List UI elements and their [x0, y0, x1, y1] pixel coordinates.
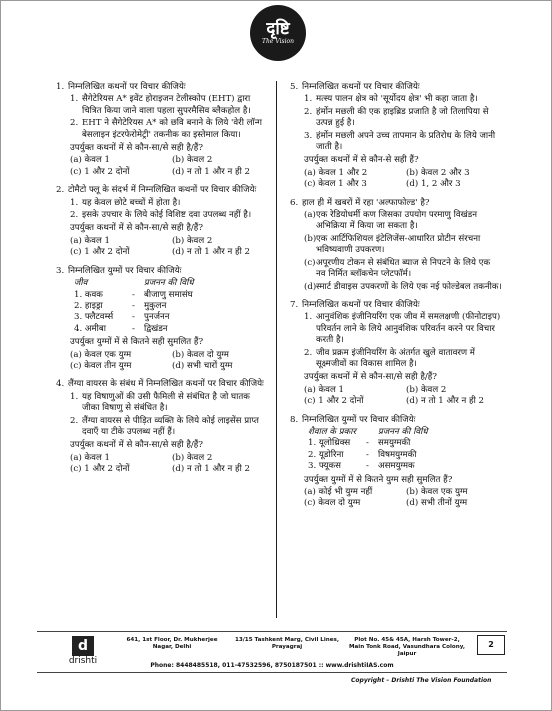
question-text: निम्नलिखित युग्मों पर विचार कीजियेः: [68, 265, 182, 276]
pair-cell: 3. फ्लैटवर्म्स: [74, 312, 114, 323]
statement-number: 2.: [304, 106, 313, 117]
pair-row: [74, 301, 268, 312]
answer-option: (c) 1 और 2 दोनों: [304, 396, 364, 407]
question-number: 1.: [56, 82, 65, 92]
statement: [304, 348, 502, 371]
left-column: [56, 82, 268, 483]
pair-cell: 1. यूलोथ्रिक्स: [308, 438, 351, 449]
statement: [304, 107, 502, 130]
answer-option: (c) केवल दो युग्म: [304, 498, 361, 509]
question-number: 6.: [290, 197, 299, 208]
answer-options: [70, 350, 268, 373]
answer-option: (b) केवल 2: [172, 155, 213, 166]
pair-cell: -: [366, 449, 369, 460]
question: [290, 198, 502, 293]
statement-number: (d): [304, 281, 317, 292]
answer-option: (d) न तो 1 और न ही 2: [172, 247, 251, 258]
page-number: 2: [477, 635, 505, 655]
question: [290, 82, 502, 191]
statement-text: यह केवल छोटे बच्चों में होता है।: [82, 197, 181, 208]
answer-option: (c) केवल तीन युग्म: [70, 360, 132, 371]
pair-row: [308, 461, 502, 472]
question-header: [56, 82, 268, 93]
statement-number: 1.: [304, 312, 313, 323]
pair-cell: -: [366, 461, 369, 472]
pair-header-cell: [366, 427, 378, 438]
statement-number: 2.: [70, 415, 79, 426]
question-header: [290, 415, 502, 426]
answer-option: (a) केवल एक युग्म: [70, 349, 132, 360]
statement-number: (a): [304, 210, 316, 221]
question: [56, 266, 268, 373]
statement-text: अपूरणीय टोकन से संबंधित ब्याज से निपटने के लिये एक नव निर्मित ब्लॉकचेन प्लेटफॉर्म।: [316, 257, 491, 280]
column-divider: [276, 81, 277, 618]
question-prompt: उपर्युक्त कथनों में से कौन-से सही हैं?: [304, 155, 419, 166]
answer-options: [304, 385, 502, 408]
answer-option: (d) न तो 1 और न ही 2: [406, 396, 485, 407]
pair-row: [74, 290, 268, 301]
question-prompt: उपर्युक्त कथनों में से कौन-सा/से सही है/हैं?: [304, 372, 437, 383]
statement: [70, 416, 268, 439]
question-text: निम्नलिखित कथनों पर विचार कीजियेः: [302, 299, 420, 310]
pair-header-cell: प्रजनन की विधि: [144, 278, 194, 289]
pair-header-cell: शैवाल के प्रकार: [308, 426, 356, 437]
pair-table-header: [74, 278, 268, 289]
right-column: [290, 82, 502, 517]
statement-text: हंर्मोन मछली की एक हाइब्रिड प्रजाति है जो तिलापिया से उत्पन्न हुई है।: [316, 106, 489, 129]
question-number: 4.: [56, 379, 65, 390]
statement: [304, 131, 502, 154]
answer-options: [70, 453, 268, 476]
statement-text: यह विषाणुओं की उसी फैमिली से संबंधित है जो घातक जीका विषाणु से संबंधित है।: [82, 391, 250, 414]
question-text: हाल ही में खबरों में रहा 'अल्फाफोल्ड' है?: [302, 197, 430, 208]
question-text: टोमैटो फ्लू के संदर्भ में निम्नलिखित कथनों पर विचार कीजियेः: [68, 185, 257, 196]
pair-table: [74, 278, 268, 335]
statement-text: EHT ने सैगेटेरियस A* को छवि बनाने के लिये 'वेरी लॉन्ग बेसलाइन इंटरफेरोमेट्री' तकनीक का इस्तेमाल किया।: [82, 118, 263, 140]
question-text: निम्नलिखित कथनों पर विचार कीजियेः: [68, 82, 186, 92]
question-number: 5.: [290, 82, 299, 92]
pair-cell: मुकुलन: [144, 300, 167, 311]
pair-cell: 1. कवक: [74, 289, 103, 300]
answer-option: (a) कोई भी युग्म नहीं: [304, 487, 373, 497]
statement-number: 3.: [304, 130, 313, 141]
answer-options: [70, 155, 268, 178]
logo-subtext: The Vision: [262, 38, 294, 45]
question-prompt: उपर्युक्त कथनों में से कौन-सा/से सही है/हैं?: [70, 440, 203, 451]
question-prompt: उपर्युक्त कथनों में से कौन-सा/से सही है/हैं?: [70, 223, 203, 234]
question-header: [56, 266, 268, 277]
footer-brand: drishti: [68, 656, 98, 666]
answer-option: (a) केवल 1: [70, 235, 110, 246]
statement-text: एक आर्टिफिशियल इंटेलिजेंस-आधारित प्रोटीन संरचना भविष्यवाणी उपकरण।: [316, 233, 481, 256]
statement: [304, 258, 502, 281]
answer-option: (a) केवल 1: [70, 155, 110, 166]
statement: [70, 94, 268, 117]
pair-cell: 2. हाइड्रा: [74, 300, 103, 311]
statement: [70, 392, 268, 415]
answer-options: [304, 168, 502, 191]
answer-option: (b) केवल दो युग्म: [172, 349, 229, 360]
address-prayagraj: 13/15 Tashkent Marg, Civil Lines, Prayagraj: [234, 637, 340, 650]
statement-number: 1.: [70, 391, 79, 402]
question-header: [56, 185, 268, 196]
statement-number: 2.: [70, 210, 79, 221]
pair-cell: -: [132, 300, 135, 311]
answer-option: (d) न तो 1 और न ही 2: [172, 166, 251, 177]
statement: [70, 210, 268, 221]
footer: [37, 631, 507, 673]
pair-cell: 2. यूडोरिना: [308, 449, 344, 460]
statement: [304, 234, 502, 257]
question-number: 8.: [290, 414, 299, 425]
question: [56, 379, 268, 475]
statement-number: 1.: [70, 94, 79, 105]
answer-option: (a) केवल 1: [70, 452, 110, 463]
answer-option: (b) केवल 2 और 3: [406, 167, 470, 178]
address-jaipur: Plot No. 45& 45A, Harsh Tower-2, Main Tonk Road, Vasundhara Colony, Jaipur: [348, 637, 466, 657]
pair-header-cell: प्रजनन की विधि: [378, 426, 428, 437]
pair-row: [308, 450, 502, 461]
statement: [70, 118, 268, 141]
answer-option: (c) 1 और 2 दोनों: [70, 247, 130, 258]
pair-cell: -: [366, 438, 369, 449]
statement-text: हंर्मोन मछली अपने उच्च तापमान के प्रतिरोध के लिये जानी जाती है।: [316, 130, 496, 153]
pair-header-cell: जीव: [74, 278, 88, 289]
answer-option: (b) केवल एक युग्म: [406, 487, 468, 497]
pair-cell: समयुग्मकी: [378, 438, 411, 449]
pair-cell: -: [132, 323, 135, 334]
statement-number: 1.: [70, 197, 79, 208]
pair-cell: पुनर्जनन: [144, 312, 170, 323]
answer-option: (d) न तो 1 और न ही 2: [172, 464, 251, 475]
answer-option: (c) 1 और 2 दोनों: [70, 166, 130, 177]
statement-number: (b): [304, 233, 317, 244]
question-prompt: उपर्युक्त युग्मों में से कितने युग्म सही सुमलित हैं?: [304, 474, 453, 485]
address-delhi: 641, 1st Floor, Dr. Mukherjee Nagar, Delhi: [126, 637, 218, 650]
answer-option: (b) केवल 2: [406, 384, 447, 395]
pair-cell: 3. फ्यूकस: [308, 461, 341, 472]
logo-text: दृष्टि: [266, 19, 290, 39]
pair-row: [74, 324, 268, 335]
copyright: Copyright – Drishti The Vision Foundation: [351, 677, 492, 684]
statement-number: 2.: [70, 118, 79, 129]
statement: [304, 94, 502, 105]
answer-option: (c) केवल 1 और 3: [304, 179, 367, 190]
statement-text: जीव प्रक्रम इंजीनियरिंग के अंतर्गत खुले वातावरण में सूक्ष्मजीवों का विकास शामिल है।: [316, 347, 475, 369]
statement-text: आनुवंशिक इंजीनियरिंग एक जीव में समलक्षणी (फीनोटाइप) परिवर्तन लाने के लिये आनुवंशिक परिवर्तन करने पर विचार करती है।: [316, 312, 501, 346]
answer-option: (d) सभी चारों युग्म: [172, 360, 233, 371]
question: [56, 82, 268, 178]
answer-option: (a) केवल 1: [304, 384, 344, 395]
statement-text: एक रेडियोधर्मी कण जिसका उपयोग परमाणु विखंडन अभिक्रिया में किया जा सकता है।: [316, 210, 478, 232]
pair-cell: विषमयुग्मकी: [378, 449, 417, 460]
pair-cell: -: [132, 312, 135, 323]
statement-number: 1.: [304, 94, 313, 105]
drishti-d-icon: d: [72, 636, 94, 656]
drishti-logo: [250, 5, 306, 61]
statement-number: (c): [304, 257, 316, 268]
statement-text: मत्स्य पालन क्षेत्र को 'सूर्योदय क्षेत्र' भी कहा जाता है।: [316, 94, 478, 105]
pair-table: [308, 427, 502, 473]
answer-option: (d) 1, 2 और 3: [406, 179, 461, 190]
question-header: [290, 82, 502, 93]
statement-number: 2.: [304, 347, 313, 358]
pair-cell: 4. अमीबा: [74, 323, 106, 334]
question-number: 7.: [290, 299, 299, 310]
question-text: लैंग्या वायरस के संबंध में निम्नलिखित कथनों पर विचार कीजियेः: [68, 379, 264, 390]
pair-header-cell: [132, 278, 144, 289]
question-number: 2.: [56, 185, 65, 196]
question-header: [290, 198, 502, 209]
answer-option: (b) केवल 2: [172, 452, 213, 463]
answer-option: (c) 1 और 2 दोनों: [70, 464, 130, 475]
statement-text: सैगेटेरियस A* इवेंट होराइजन टेलीस्कोप (EHT) द्वारा चित्रित किया जाने वाला पहला सुपरमैसिव ब्लैकहोल है।: [82, 94, 251, 116]
answer-option: (a) केवल 1 और 2: [304, 167, 368, 178]
question-prompt: उपर्युक्त कथनों में से कौन-सा/से सही है/हैं?: [70, 143, 203, 154]
answer-option: (d) सभी तीनों युग्म: [406, 498, 468, 509]
question-header: [290, 300, 502, 311]
question: [56, 185, 268, 258]
question-number: 3.: [56, 265, 65, 276]
pair-row: [74, 312, 268, 323]
pair-cell: द्विखंडन: [144, 323, 168, 334]
statement-text: इसके उपचार के लिये कोई विशिष्ट दवा उपलब्ध नहीं है।: [82, 210, 252, 221]
statement: [304, 312, 502, 346]
question-text: निम्नलिखित कथनों पर विचार कीजियेः: [302, 82, 420, 92]
pair-cell: बीजाणु समासंघ: [144, 289, 193, 300]
statement-text: लैंग्या वायरस से पीड़ित व्यक्ति के लिये कोई लाइसेंस प्राप्त दवाएँ या टीके उपलब्ध नहीं हैं।: [82, 415, 259, 437]
question-prompt: उपर्युक्त युग्मों में से कितने सही सुमलित हैं?: [70, 337, 204, 348]
statement-text: स्मार्ट डीवाइस उपकरणों के लिये एक नई फोल्डेबल तकनीक।: [316, 281, 502, 292]
statement: [70, 198, 268, 209]
question: [290, 415, 502, 510]
statement: [304, 210, 502, 233]
answer-options: [304, 487, 502, 510]
pair-table-header: [308, 427, 502, 438]
question: [290, 300, 502, 408]
question-text: निम्नलिखित युग्मों पर विचार कीजियेः: [302, 414, 416, 425]
pair-cell: -: [132, 289, 135, 300]
statement: [304, 282, 502, 293]
answer-options: [70, 236, 268, 259]
question-header: [56, 379, 268, 390]
pair-row: [308, 438, 502, 449]
pair-cell: असमयुग्मक: [378, 461, 415, 472]
answer-option: (b) केवल 2: [172, 235, 213, 246]
contact-line: Phone: 8448485518, 011-47532596, 8750187501 :: www.drishtiIAS.com: [150, 662, 394, 669]
